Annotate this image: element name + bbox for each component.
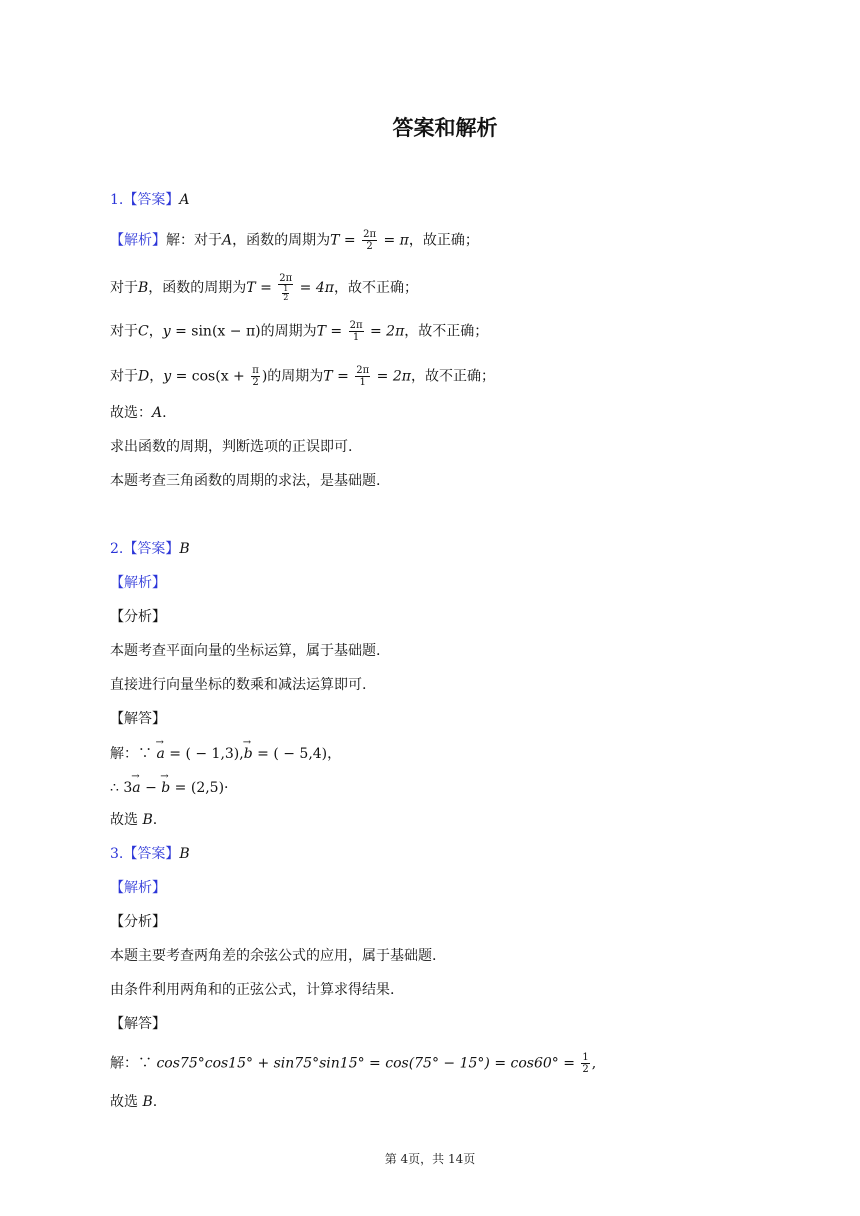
text: =: [332, 368, 354, 385]
var: B: [142, 812, 153, 828]
sub-numerator: 1: [283, 284, 289, 293]
text: 的周期为: [260, 323, 317, 340]
text: 解：∵: [110, 746, 157, 762]
var: A: [222, 232, 233, 249]
q2-answer-line: [110, 539, 190, 559]
q3-line-3: [110, 1052, 596, 1075]
fraction: [278, 273, 293, 303]
numerator: 2π: [363, 229, 377, 240]
vector-b: → b: [161, 778, 170, 798]
q3-choice-line: [110, 1092, 157, 1112]
text: −: [140, 780, 162, 796]
denominator: 1: [352, 332, 360, 343]
text: 故选: [110, 812, 143, 828]
var: T: [316, 323, 326, 340]
text: = (2,5)·: [170, 780, 229, 796]
text: .: [152, 812, 158, 828]
text: = 2π: [372, 368, 411, 385]
fraction: [362, 229, 377, 252]
q1-analysis-line-3: [110, 320, 488, 343]
expression: cos75°cos15° + sin75°sin15° = cos(75° − 15°) = cos60° =: [156, 1055, 580, 1072]
q1-number: 1.: [110, 192, 124, 208]
page-footer: 第 4页，共 14页: [384, 1152, 476, 1166]
fraction: [581, 1052, 589, 1075]
text: = ( − 5,4)，: [252, 746, 342, 762]
vector-a: → a: [132, 778, 140, 798]
denominator: 2: [582, 1064, 589, 1075]
fraction: [355, 365, 370, 388]
text: 的周期为: [267, 368, 324, 385]
q2-fenxi-tag: 【分析】: [110, 609, 166, 625]
q2-line-2: 直接进行向量坐标的数乘和减法运算即可.: [110, 677, 367, 693]
text: ，: [148, 323, 163, 340]
text: ∴ 3: [110, 780, 133, 796]
var: C: [138, 323, 149, 340]
q3-answer-line: [110, 844, 190, 864]
q2-answer: B: [179, 541, 190, 557]
var: B: [142, 1094, 153, 1110]
text: 对于: [110, 280, 138, 296]
page-title: 答案和解析: [392, 116, 498, 140]
numerator: 1: [582, 1052, 589, 1063]
text: =: [339, 232, 361, 249]
text: = 4π: [295, 280, 334, 296]
text: ,: [591, 1055, 597, 1072]
text: =: [325, 323, 347, 340]
text: =: [255, 280, 277, 296]
text: = ( − 1,3),: [164, 746, 244, 762]
q1-analysis-line-2: [110, 273, 418, 303]
q1-choice-line: [110, 403, 167, 423]
text: ，故不正确；: [333, 280, 418, 296]
q2-number: 2.: [110, 541, 124, 557]
var: T: [330, 232, 340, 249]
q3-jieda-tag: 【解答】: [110, 1016, 166, 1032]
text: ，函数的周期为: [232, 232, 331, 249]
var: A: [152, 405, 163, 421]
var: T: [323, 368, 333, 385]
denominator: 1: [359, 377, 366, 388]
fraction: [349, 320, 364, 343]
q1-analysis-line-4: [110, 365, 495, 388]
q2-line-4: [110, 778, 229, 798]
text: 解：对于: [166, 232, 222, 249]
denominator: [278, 285, 293, 303]
q1-method-line: 求出函数的周期，判断选项的正误即可.: [110, 439, 353, 455]
fraction: [251, 365, 260, 388]
numerator: π: [252, 365, 259, 376]
var: D: [138, 368, 150, 385]
q3-fenxi-tag: 【分析】: [110, 914, 166, 930]
text: 对于: [110, 323, 138, 340]
q3-line-1: 本题主要考查两角差的余弦公式的应用，属于基础题.: [110, 948, 437, 964]
var: y: [163, 368, 172, 385]
q1-analysis-tag: 【解析】: [110, 232, 166, 249]
text: ，函数的周期为: [148, 280, 247, 296]
q1-summary-line: 本题考查三角函数的周期的求法，是基础题.: [110, 473, 381, 489]
q1-analysis-line-1: [110, 229, 479, 252]
q2-analysis-tag: 【解析】: [110, 575, 166, 591]
var: y: [162, 323, 171, 340]
text: 对于: [110, 368, 138, 385]
expression: ): [261, 368, 268, 385]
q2-line-3: [110, 744, 341, 764]
q3-number: 3.: [110, 846, 124, 862]
expression: = cos(x +: [171, 368, 250, 385]
q3-answer-tag: 【答案】: [123, 846, 180, 862]
q1-answer-line: [110, 190, 189, 210]
q1-answer: A: [179, 192, 190, 208]
text: 故选：: [110, 405, 152, 421]
var: B: [138, 280, 149, 296]
q1-answer-tag: 【答案】: [123, 192, 180, 208]
text: ，故不正确；: [404, 323, 489, 340]
q2-choice-line: [110, 810, 157, 830]
text: .: [152, 1094, 158, 1110]
text: .: [162, 405, 167, 421]
q3-analysis-tag: 【解析】: [110, 880, 166, 896]
numerator: 2π: [356, 365, 370, 376]
sub-denominator: 2: [283, 293, 289, 302]
text: 解：∵: [110, 1055, 157, 1072]
q2-answer-tag: 【答案】: [123, 541, 180, 557]
var: T: [246, 280, 256, 296]
text: ，: [149, 368, 164, 385]
q2-jieda-tag: 【解答】: [110, 711, 166, 727]
q3-line-2: 由条件利用两角和的正弦公式，计算求得结果.: [110, 982, 395, 998]
vector-b: → b: [244, 744, 253, 764]
text: = 2π: [365, 323, 405, 340]
q2-line-1: 本题考查平面向量的坐标运算，属于基础题.: [110, 643, 381, 659]
numerator: 2π: [349, 320, 363, 331]
denominator: 2: [252, 377, 259, 388]
expression: = sin(x − π): [170, 323, 261, 340]
text: ，故不正确；: [410, 368, 495, 385]
text: ，故正确；: [408, 232, 479, 249]
text: 故选: [110, 1094, 143, 1110]
denominator: 2: [366, 241, 373, 252]
q3-answer: B: [179, 846, 190, 862]
numerator: 2π: [279, 273, 293, 284]
vector-a: → a: [156, 744, 164, 764]
text: = π: [379, 232, 409, 249]
